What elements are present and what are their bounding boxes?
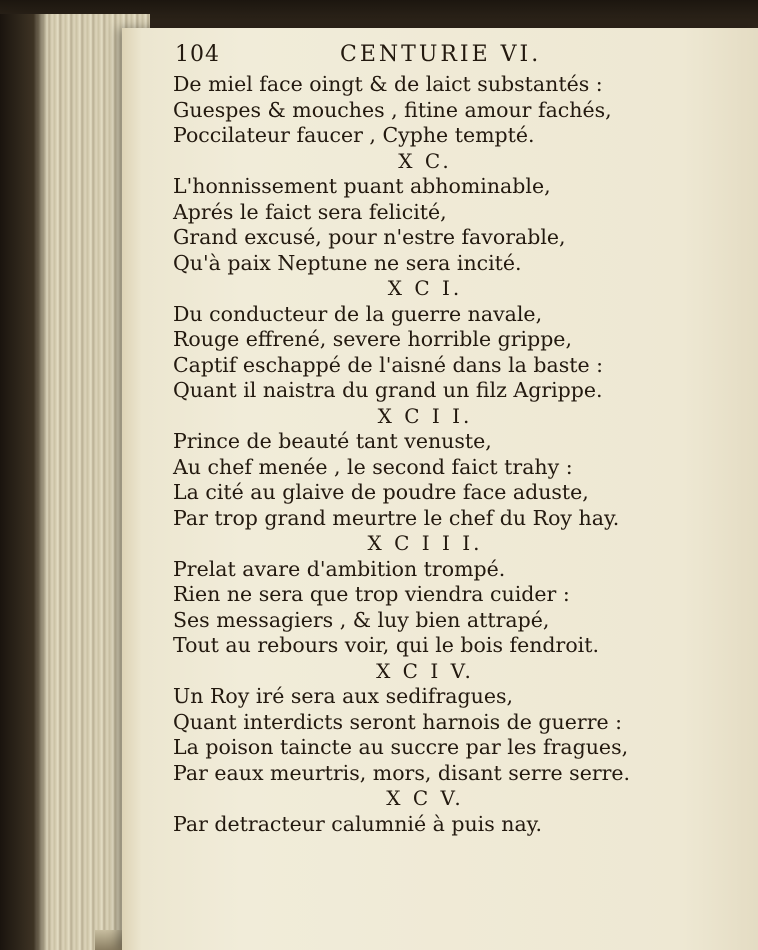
quatrain-number: X C I V. <box>376 658 474 683</box>
verse-line: Prelat avare d'ambition trompé. <box>173 556 506 581</box>
verse-line: Un Roy iré sera aux sedifragues, <box>173 684 514 708</box>
verse-line: Prince de beauté tant venuste, <box>173 429 492 453</box>
verse-line: Poccilateur faucer , Cyphe tempté. <box>173 123 535 147</box>
page-header <box>165 42 645 72</box>
verse-line: L'honnissement puant abhominable, <box>173 174 551 198</box>
verse-line: Ses messagiers , & luy bien attrapé, <box>173 607 550 632</box>
quatrain-number: X C. <box>398 148 452 173</box>
quatrain <box>165 659 645 787</box>
verse-line: La cité au glaive de poudre face aduste, <box>173 480 589 504</box>
verse-line: Qu'à paix Neptune ne sera incité. <box>173 250 522 275</box>
verse-line: Quant interdicts seront harnois de guerre : <box>173 709 623 734</box>
verse-line: Quant il naistra du grand un filz Agrippe. <box>173 378 603 402</box>
verse-line: Par eaux meurtris, mors, disant serre serre. <box>173 760 631 785</box>
page-number: 104 <box>175 42 220 67</box>
verse-line: Aprés le faict sera felicité, <box>173 199 447 224</box>
quatrain <box>165 149 645 277</box>
verse-line: Rien ne sera que trop viendra cuider : <box>173 582 570 606</box>
verse-line: Rouge effrené, severe horrible grippe, <box>173 327 572 351</box>
binding-shadow <box>0 14 48 950</box>
quatrain <box>165 531 645 659</box>
quatrain-number: X C V. <box>386 786 464 810</box>
verse-line: Par detracteur calumnié à puis nay. <box>173 811 543 836</box>
quatrain-number: X C I I. <box>377 403 473 428</box>
verse-line: Par trop grand meurtre le chef du Roy hay. <box>173 505 620 530</box>
quatrain-number: X C I I I. <box>367 531 483 555</box>
verse-line: Grand excusé, pour n'estre favorable, <box>173 225 566 249</box>
verse-line: Guespes & mouches , fitine amour fachés, <box>173 97 612 122</box>
verse-line: Tout au rebours voir, qui le bois fendroit. <box>173 633 599 657</box>
quatrain <box>165 72 645 149</box>
verse-line: Du conducteur de la guerre navale, <box>173 301 543 326</box>
verse-line: Au chef menée , le second faict trahy : <box>173 454 573 479</box>
quatrain <box>165 404 645 532</box>
text-block <box>165 42 645 837</box>
quatrain <box>165 276 645 404</box>
verse-line: La poison taincte au succre par les fragues, <box>173 735 629 759</box>
verse-line: Captif eschappé de l'aisné dans la baste : <box>173 352 604 377</box>
running-head: CENTURIE VI. <box>340 42 542 67</box>
quatrain <box>165 786 645 837</box>
quatrain-number: X C I. <box>387 276 463 300</box>
verse-line: De miel face oingt & de laict substantés : <box>173 72 603 96</box>
